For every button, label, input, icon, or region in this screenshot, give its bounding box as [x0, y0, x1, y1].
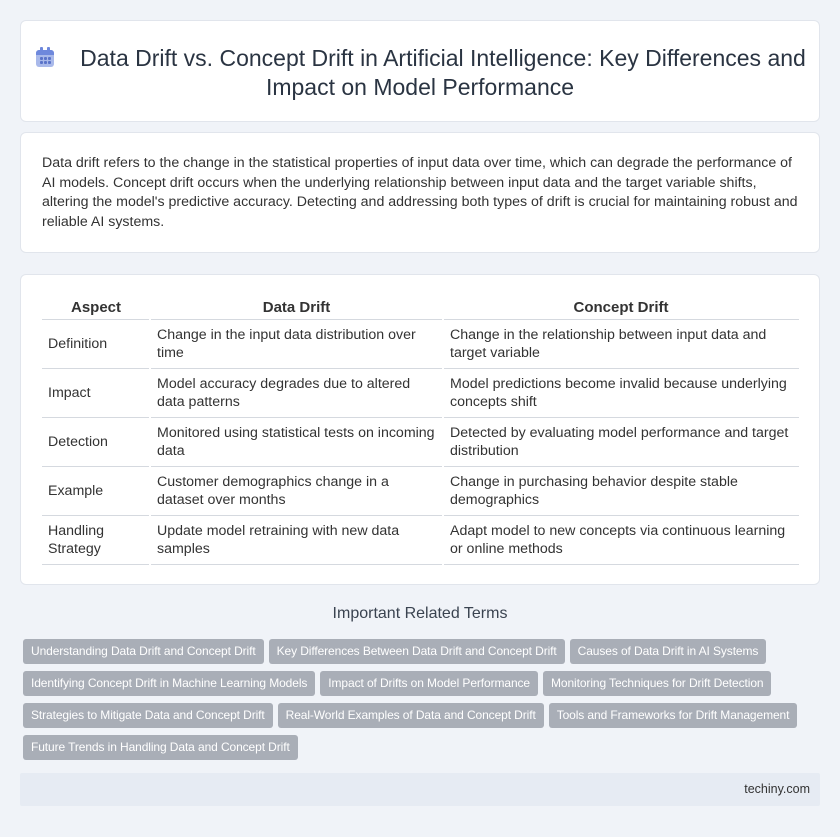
row-data-drift: Change in the input data distribution over time: [150, 319, 443, 368]
comparison-table: [42, 296, 799, 565]
intro-card: [20, 132, 820, 253]
table-header-row: [42, 296, 799, 319]
row-data-drift: Update model retraining with new data samples: [150, 515, 443, 564]
related-term-tag[interactable]: Identifying Concept Drift in Machine Learning Models: [23, 671, 315, 696]
row-aspect: Definition: [42, 319, 150, 368]
table-row: [42, 319, 799, 368]
related-term-tag[interactable]: Real-World Examples of Data and Concept Drift: [278, 703, 544, 728]
related-term-tag[interactable]: Impact of Drifts on Model Performance: [320, 671, 538, 696]
row-aspect: Detection: [42, 417, 150, 466]
footer-bar: [20, 773, 820, 806]
calendar-icon: [34, 47, 56, 69]
header-data-drift: Data Drift: [150, 296, 443, 319]
row-concept-drift: Change in the relationship between input data and target variable: [443, 319, 799, 368]
related-term-tag[interactable]: Monitoring Techniques for Drift Detection: [543, 671, 771, 696]
related-term-tag[interactable]: Future Trends in Handling Data and Concept Drift: [23, 735, 298, 760]
related-term-tag[interactable]: Understanding Data Drift and Concept Drift: [23, 639, 264, 664]
row-concept-drift: Change in purchasing behavior despite stable demographics: [443, 466, 799, 515]
row-aspect: Example: [42, 466, 150, 515]
header-concept-drift: Concept Drift: [443, 296, 799, 319]
table-row: [42, 515, 799, 564]
row-aspect: Handling Strategy: [42, 515, 150, 564]
related-term-tag[interactable]: Key Differences Between Data Drift and Concept Drift: [269, 639, 565, 664]
comparison-card: [20, 274, 820, 585]
row-concept-drift: Detected by evaluating model performance and target distribution: [443, 417, 799, 466]
row-concept-drift: Adapt model to new concepts via continuous learning or online methods: [443, 515, 799, 564]
related-term-tag[interactable]: Causes of Data Drift in AI Systems: [570, 639, 767, 664]
page-title-text: Data Drift vs. Concept Drift in Artificial Intelligence: Key Differences and Impact on Model Performance: [80, 45, 806, 100]
row-data-drift: Customer demographics change in a dataset over months: [150, 466, 443, 515]
row-data-drift: Model accuracy degrades due to altered data patterns: [150, 368, 443, 417]
table-row: [42, 466, 799, 515]
row-concept-drift: Model predictions become invalid because underlying concepts shift: [443, 368, 799, 417]
footer-site-link[interactable]: techiny.com: [744, 782, 810, 796]
row-data-drift: Monitored using statistical tests on incoming data: [150, 417, 443, 466]
header-aspect: Aspect: [42, 296, 150, 319]
page-title: [21, 44, 819, 102]
related-terms-heading: Important Related Terms: [332, 605, 508, 622]
table-row: [42, 368, 799, 417]
related-term-tag[interactable]: Strategies to Mitigate Data and Concept Drift: [23, 703, 273, 728]
row-aspect: Impact: [42, 368, 150, 417]
related-term-tag[interactable]: Tools and Frameworks for Drift Management: [549, 703, 798, 728]
related-terms-list: [23, 639, 823, 767]
table-row: [42, 417, 799, 466]
intro-paragraph: Data drift refers to the change in the statistical properties of input data over time, which can degrade the performance of AI models. Concept drift occurs when the underlying relationship between input data and the target variable shifts, altering the model's predictive accuracy. Detecting and addressing both types of drift is crucial for maintaining robust and reliable AI systems.: [42, 155, 798, 230]
title-card: [20, 20, 820, 122]
